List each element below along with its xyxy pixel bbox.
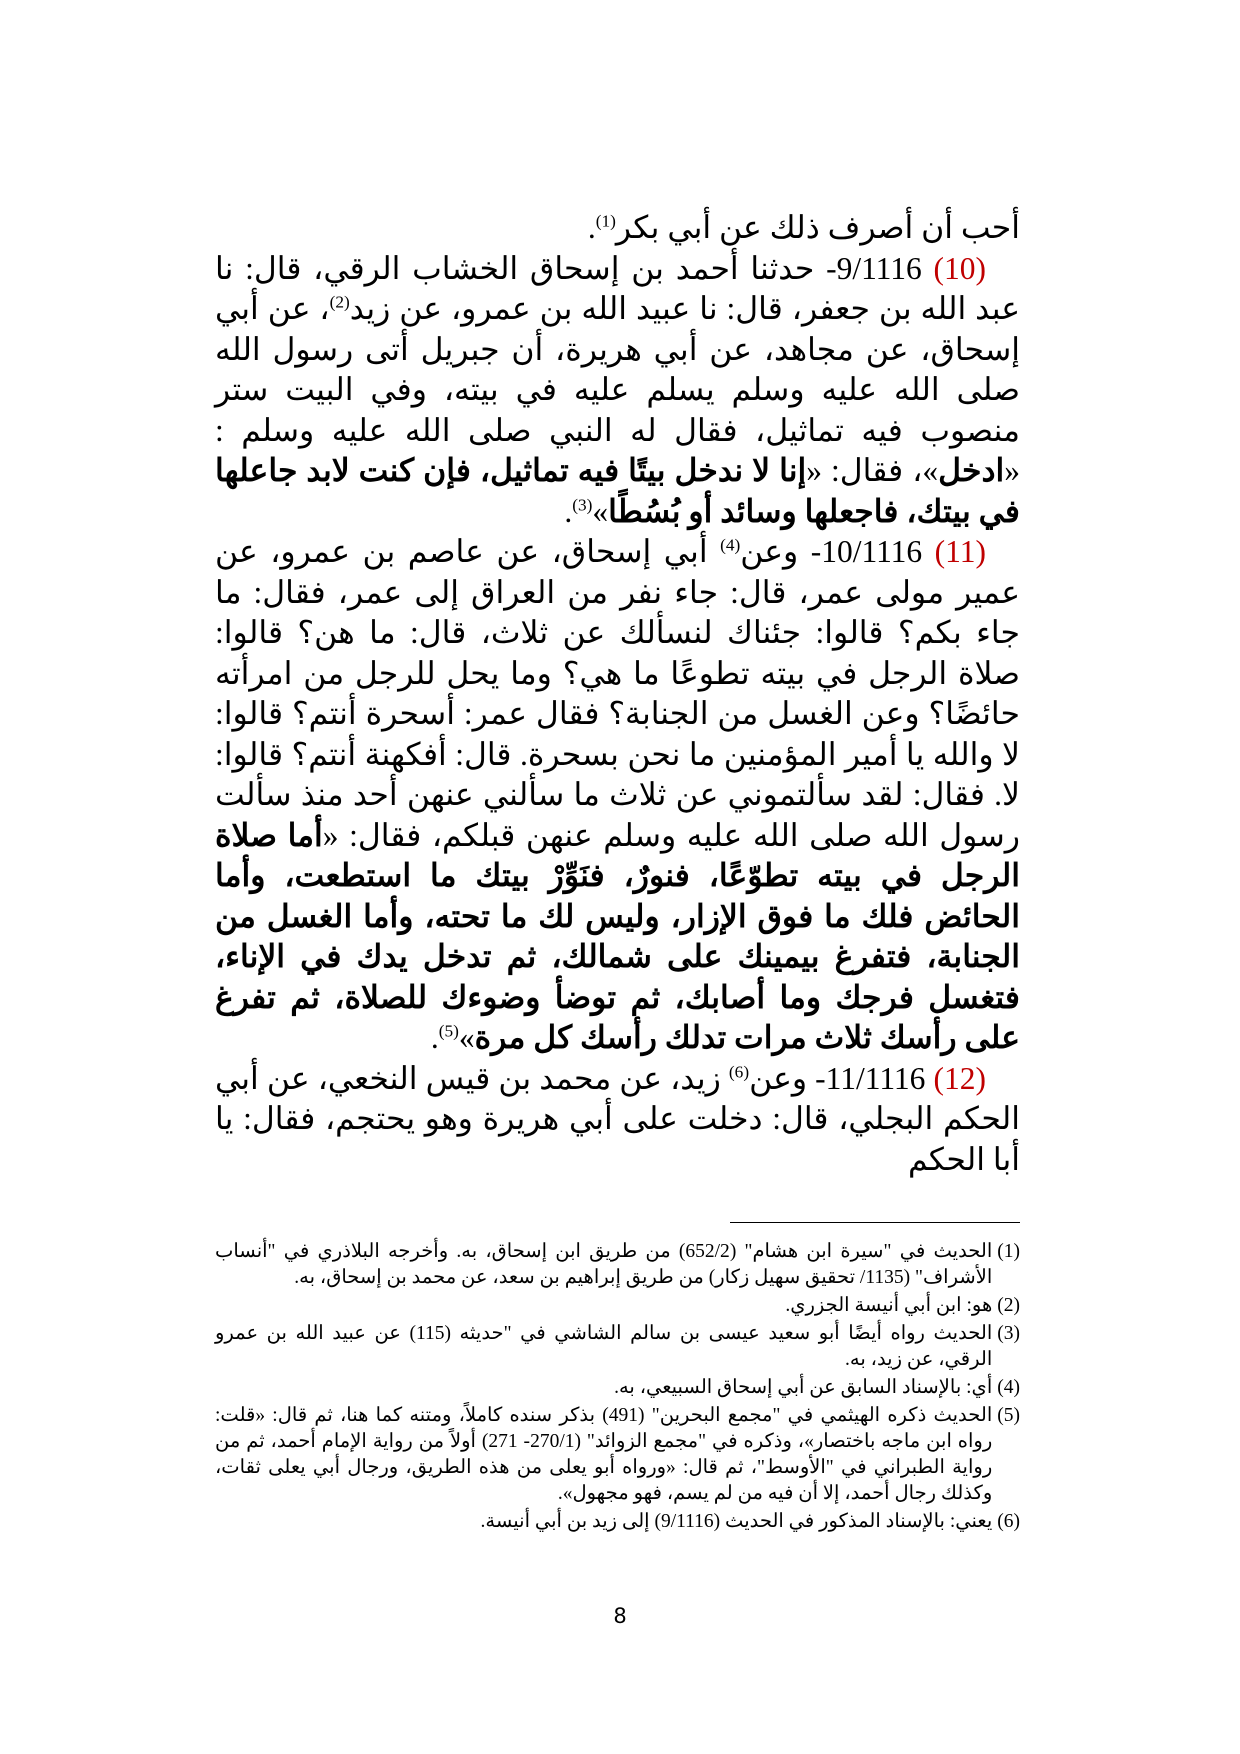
footnote-ref[interactable]: (4)	[720, 535, 741, 555]
footnote-item	[215, 1239, 1020, 1291]
footnote-text: يعني: بالإسناد المذكور في الحديث (9/1116) إلى زيد بن أبي أنيسة.	[480, 1511, 993, 1532]
footnote-text: الحديث ذكره الهيثمي في "مجمع البحرين" (491) بذكر سنده كاملاً، ومتنه كما هنا، ثم قال: «قلت: رواه ابن ماجه باختصار»، وذكره في "مجمع الزوائد" (270/1- 271) أولاً من رواية الإمام أحمد، ثم من رواية الطبراني في "الأوسط"، ثم قال: «ورواه أبو يعلى من هذه الطريق، ورجال أبي يعلى ثقات، وكذلك رجال أحمد، إلا أن فيه من لم يسم، فهو مجهول».	[215, 1405, 993, 1504]
footnote-text: أي: بالإسناد السابق عن أبي إسحاق السبيعي، به.	[614, 1377, 993, 1398]
main-text	[215, 208, 1020, 1180]
footnote-text: الحديث في "سيرة ابن هشام" (652/2) من طريق ابن إسحاق، به. وأخرجه البلاذري في "أنساب الأشراف" (1135/ تحقيق سهيل زكار) من طريق إبراهيم بن سعد، عن محمد بن إسحاق، به.	[215, 1241, 993, 1288]
footnote-number: (5)	[997, 1405, 1020, 1426]
page-body	[215, 208, 1020, 1537]
hadith-number: (12)	[933, 1060, 986, 1096]
hadith-10	[215, 249, 1020, 533]
text: .	[587, 210, 596, 245]
footnote-item	[215, 1509, 1020, 1535]
hadith-text: زيد، عن محمد بن قيس النخعي، عن أبي الحكم البجلي، قال: دخلت على أبي هريرة وهو يحتجم، فقال: يا أبا الحكم	[215, 1060, 1020, 1177]
hadith-text: أبي إسحاق، عن عاصم بن عمرو، عن عمير مولى عمر، قال: جاء نفر من العراق إلى عمر، فقال: ما جاء بكم؟ قالوا: جئناك لنسألك عن ثلاث، قال: ما هن؟ قالوا: صلاة الرجل في بيته تطوعًا ما هي؟ وما يحل للرجل من امرأته حائضًا؟ وعن الغسل من الجنابة؟ فقال عمر: أسحرة أنتم؟ قالوا: لا والله يا أمير المؤمنين ما نحن بسحرة. قال: أفكهنة أنتم؟ قالوا: لا. فقال: لقد سألتموني عن ثلاث ما سألني عنهن أحد منذ سألت رسول الله صلى الله عليه وسلم عنهن قبلكم، فقال: «	[215, 534, 1020, 853]
page-number: 8	[613, 1604, 627, 1628]
hadith-12	[215, 1059, 1020, 1181]
footnote-number: (1)	[997, 1241, 1020, 1262]
text: أحب أن أصرف ذلك عن أبي بكر	[615, 210, 1020, 245]
hadith-isnad: 9/1116- حدثنا أحمد بن إسحاق الخشاب الرقي، قال: نا عبد الله بن جعفر، قال: نا عبيد الله بن عمرو، عن زيد	[215, 250, 1020, 326]
footnote-number: (3)	[997, 1323, 1020, 1344]
footnote-ref[interactable]: (3)	[572, 495, 593, 514]
footnotes	[215, 1239, 1020, 1535]
footnote-ref[interactable]: (6)	[728, 1062, 750, 1081]
hadith-11	[215, 532, 1020, 1059]
footnote-item	[215, 1375, 1020, 1401]
hadith-number: (11)	[934, 534, 986, 569]
footnote-text: هو: ابن أبي أنيسة الجزري.	[785, 1295, 993, 1316]
footnote-divider	[730, 1222, 1020, 1223]
hadith-bold-text: إنا لا ندخل بيتًا فيه تماثيل، فإن كنت لابد جاعلها في بيتك، فاجعلها وسائد أو بُسُطًا	[215, 453, 1020, 529]
hadith-text: ، عن أبي إسحاق، عن مجاهد، عن أبي هريرة، أن جبريل أتى رسول الله صلى الله عليه وسلم يسلم عليه في بيته، وفي البيت ستر منصوب فيه تماثيل، فقال له النبي صلى الله عليه وسلم : «	[215, 291, 1020, 488]
paragraph-continuation	[215, 208, 1020, 249]
hadith-number: (10)	[933, 250, 986, 286]
hadith-bold-text: أما صلاة الرجل في بيته تطوّعًا، فنورٌ، فنَوِّرْ بيتك ما استطعت، وأما الحائض فلك ما فوق الإزار، وليس لك ما تحته، وأما الغسل من الجنابة، فتفرغ بيمينك على شمالك، ثم تدخل يدك في الإناء، فتغسل فرجك وما أصابك، ثم توضأ وضوءك للصلاة، ثم تفرغ على رأسك ثلاث مرات تدلك رأسك كل مرة	[215, 817, 1020, 1055]
footnote-number: (4)	[997, 1377, 1020, 1398]
footnote-number: (2)	[997, 1295, 1020, 1316]
footnote-item	[215, 1321, 1020, 1373]
text: .	[430, 1020, 439, 1055]
hadith-text: »	[458, 1020, 475, 1055]
footnote-ref[interactable]: (2)	[329, 292, 350, 312]
hadith-isnad: 11/1116- وعن	[749, 1060, 934, 1096]
hadith-bold-text: ادخل	[938, 453, 1005, 488]
footnote-number: (6)	[997, 1511, 1020, 1532]
hadith-text: »، فقال: «	[806, 453, 939, 488]
footnote-item	[215, 1293, 1020, 1319]
hadith-text: »	[592, 493, 609, 529]
text: .	[564, 493, 573, 529]
footnote-item	[215, 1403, 1020, 1507]
footnote-text: الحديث رواه أيضًا أبو سعيد عيسى بن سالم الشاشي في "حديثه (115) عن عبيد الله بن عمرو الرقي، عن زيد، به.	[215, 1323, 993, 1370]
hadith-isnad: 10/1116- وعن	[740, 534, 935, 569]
footnote-ref[interactable]: (1)	[595, 211, 616, 231]
footnote-ref[interactable]: (5)	[438, 1021, 459, 1041]
